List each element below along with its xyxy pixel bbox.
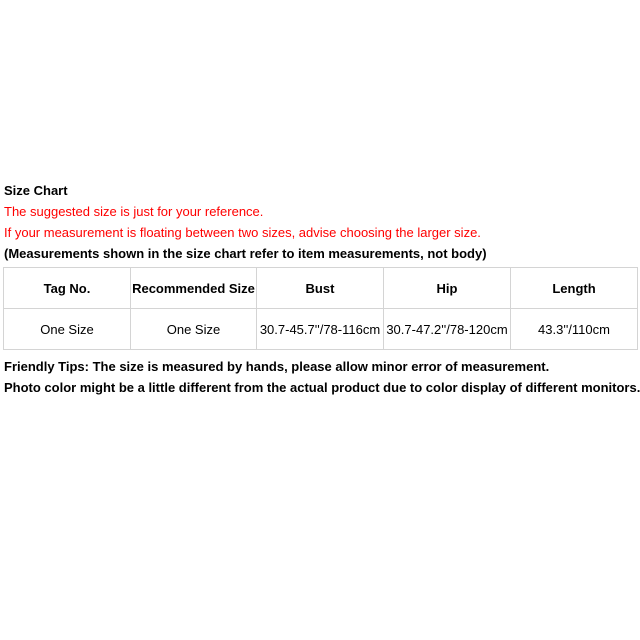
photo-color-tip: Photo color might be a little different from the actual product due to color display of different monitors. (4, 380, 640, 395)
table-header-row (4, 268, 638, 309)
header-bust: Bust (257, 268, 384, 309)
header-tag-no: Tag No. (4, 268, 131, 309)
cell-hip: 30.7-47.2''/78-120cm (384, 309, 511, 350)
size-chart-section (4, 180, 638, 398)
cell-recommended-size: One Size (131, 309, 257, 350)
header-length: Length (511, 268, 638, 309)
size-table (3, 267, 638, 350)
cell-length: 43.3''/110cm (511, 309, 638, 350)
size-note-reference: The suggested size is just for your reference. (4, 204, 264, 219)
friendly-tip: Friendly Tips: The size is measured by hands, please allow minor error of measurement. (4, 359, 550, 374)
table-row (4, 309, 638, 350)
cell-tag-no: One Size (4, 309, 131, 350)
size-chart-title: Size Chart (4, 183, 68, 198)
measurement-note: (Measurements shown in the size chart refer to item measurements, not body) (4, 246, 487, 261)
size-note-between-sizes: If your measurement is floating between two sizes, advise choosing the larger size. (4, 225, 481, 240)
header-recommended-size: Recommended Size (131, 268, 257, 309)
header-hip: Hip (384, 268, 511, 309)
tips-section (4, 356, 638, 398)
cell-bust: 30.7-45.7''/78-116cm (257, 309, 384, 350)
